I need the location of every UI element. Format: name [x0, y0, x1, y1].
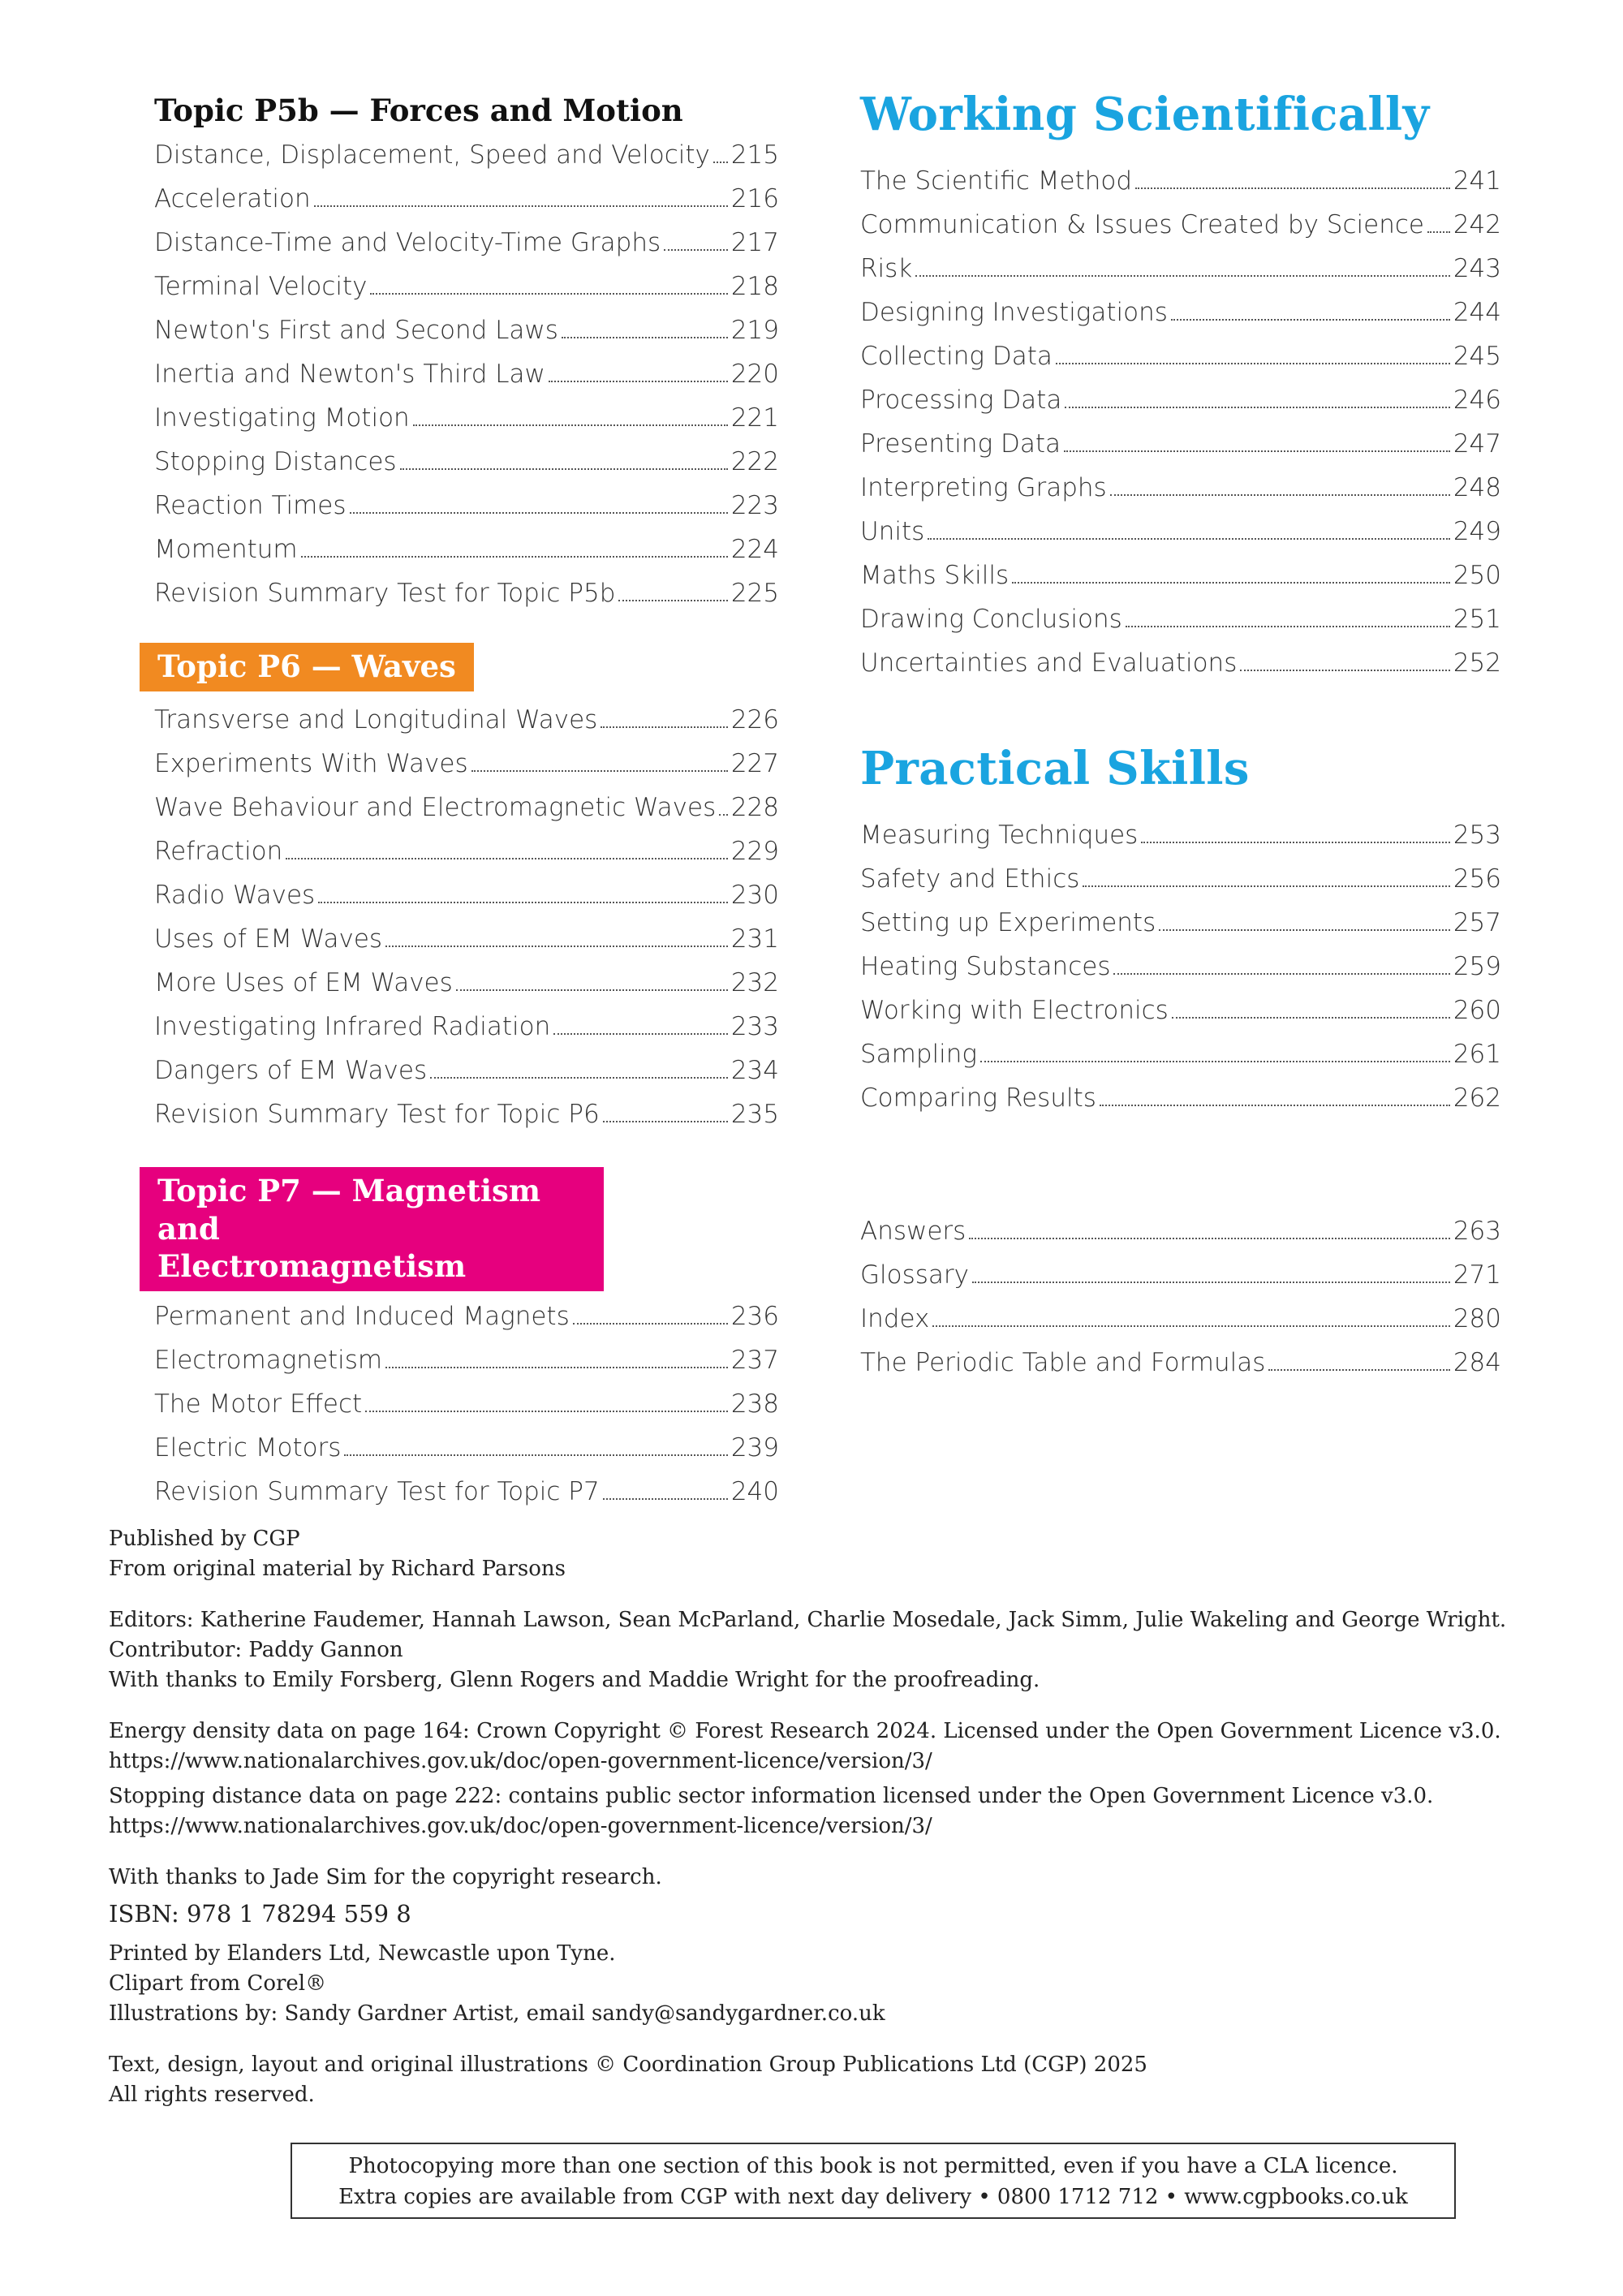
dot-leader [1064, 450, 1450, 452]
toc-entry [860, 1297, 1501, 1341]
dot-leader [430, 1077, 728, 1079]
toc-entry-page-number: 226 [730, 705, 779, 735]
toc-entry [154, 1426, 779, 1470]
dot-leader [1427, 231, 1450, 233]
toc-entry-page-number: 237 [730, 1346, 779, 1375]
toc-entry-page-number: 230 [730, 881, 779, 911]
toc-entry-title: Uses of EM Waves [154, 924, 383, 954]
toc-entry-title: Heating Substances [860, 952, 1111, 981]
toc-entry [154, 1382, 779, 1426]
toc-entry [860, 510, 1501, 554]
toc-entry-title: Presenting Data [860, 429, 1061, 459]
toc-entry-title: Transverse and Longitudinal Waves [154, 705, 598, 735]
toc-entry-title: Revision Summary Test for Topic P6 [154, 1100, 600, 1130]
dot-leader [1159, 929, 1450, 931]
toc-entry [860, 641, 1501, 685]
toc-entry-title: The Motor Effect [154, 1389, 363, 1419]
contributor-line: Contributor: Paddy Gannon [109, 1638, 403, 1662]
toc-entry-page-number: 271 [1453, 1260, 1501, 1290]
left-column [154, 88, 779, 1514]
toc-entry [154, 396, 779, 440]
dot-leader [932, 1325, 1449, 1327]
right-column [860, 88, 1501, 1385]
toc-entry-title: The Periodic Table and Formulas [860, 1348, 1266, 1377]
toc-entry-page-number: 253 [1453, 821, 1501, 850]
toc-entry [860, 159, 1501, 203]
toc-entry-title: Glossary [860, 1260, 969, 1290]
stopping-data-url: https://www.nationalarchives.gov.uk/doc/open-government-licence/version/3/ [109, 1814, 932, 1838]
toc-entry-title: Maths Skills [860, 561, 1010, 590]
photocopying-notice-box [291, 2143, 1456, 2219]
dot-leader [601, 726, 727, 728]
dot-leader [573, 1323, 728, 1325]
toc-entry-title: Collecting Data [860, 342, 1053, 371]
toc-entry-title: Communication & Issues Created by Science [860, 210, 1424, 239]
dot-leader [562, 337, 728, 338]
toc-entry-title: Setting up Experiments [860, 908, 1156, 937]
dot-leader [344, 1454, 727, 1456]
toc-entry-page-number: 250 [1453, 561, 1501, 590]
dot-leader [318, 902, 728, 903]
toc-entry-page-number: 232 [730, 968, 779, 998]
editors-line: Editors: Katherine Faudemer, Hannah Lawson, Sean McParland, Charlie Mosedale, Jack Simm, Julie Wakeling and George Wright. [109, 1608, 1507, 1632]
toc-entry [154, 1092, 779, 1136]
dot-leader [549, 381, 728, 382]
toc-entry [860, 466, 1501, 510]
toc-entry-title: Terminal Velocity [154, 272, 368, 301]
toc-entry-title: Investigating Motion [154, 403, 410, 433]
toc-entry [154, 1005, 779, 1049]
toc-entry [860, 945, 1501, 989]
toc-entry-title: Dangers of EM Waves [154, 1056, 428, 1086]
dot-leader [1083, 885, 1449, 887]
dot-leader [1056, 363, 1450, 364]
toc-entry-title: Wave Behaviour and Electromagnetic Waves [154, 793, 717, 823]
illustrations-line: Illustrations by: Sandy Gardner Artist, email sandy@sandygardner.co.uk [109, 2001, 885, 2026]
toc-entry-title: Momentum [154, 535, 298, 564]
toc-entry-page-number: 225 [730, 579, 779, 608]
dot-leader [1126, 626, 1450, 627]
toc-entry-page-number: 231 [730, 924, 779, 954]
dot-leader [1268, 1369, 1449, 1371]
credits-block [109, 1524, 1537, 2110]
toc-entry-page-number: 252 [1453, 648, 1501, 678]
toc-entry-title: Units [860, 517, 925, 546]
toc-entry-page-number: 245 [1453, 342, 1501, 371]
toc-entry-title: Sampling [860, 1040, 978, 1069]
dot-leader [1100, 1105, 1450, 1106]
printer-line: Printed by Elanders Ltd, Newcastle upon Tyne. [109, 1941, 616, 1966]
dot-leader [286, 858, 728, 859]
dot-leader [1135, 187, 1450, 189]
toc-entry [154, 484, 779, 528]
dot-leader [1110, 494, 1450, 496]
toc-entry [860, 378, 1501, 422]
dot-leader [713, 162, 728, 163]
toc-entry-page-number: 246 [1453, 386, 1501, 415]
toc-entry-title: Refraction [154, 837, 283, 867]
toc-entry-title: Investigating Infrared Radiation [154, 1012, 551, 1042]
toc-entry [860, 1253, 1501, 1297]
toc-entry-page-number: 243 [1453, 254, 1501, 283]
toc-entry [154, 1338, 779, 1382]
practical-skills-heading: Practical Skills [860, 742, 1250, 795]
toc-entry [860, 334, 1501, 378]
toc-entry [154, 698, 779, 742]
dot-leader [1065, 407, 1449, 408]
toc-entry-title: Drawing Conclusions [860, 605, 1122, 634]
toc-entry-page-number: 261 [1453, 1040, 1501, 1069]
isbn: ISBN: 978 1 78294 559 8 [109, 1900, 411, 1928]
toc-entry-page-number: 256 [1453, 864, 1501, 894]
toc-entry [154, 177, 779, 221]
toc-entry-title: Permanent and Induced Magnets [154, 1302, 570, 1331]
toc-entry-page-number: 220 [730, 360, 779, 389]
toc-list-p6 [154, 698, 779, 1136]
toc-entry-page-number: 233 [730, 1012, 779, 1042]
toc-entry [860, 901, 1501, 945]
dot-leader [365, 1411, 728, 1412]
toc-entry [860, 989, 1501, 1032]
topic-p7-heading-line2: Electromagnetism [157, 1247, 467, 1284]
toc-entry [860, 422, 1501, 466]
toc-entry-page-number: 244 [1453, 298, 1501, 327]
dot-leader [1141, 842, 1450, 843]
dot-leader [1113, 973, 1449, 975]
toc-entry [154, 917, 779, 961]
dot-leader [618, 600, 727, 601]
toc-entry [154, 265, 779, 308]
toc-entry [860, 1341, 1501, 1385]
toc-entry-title: Designing Investigations [860, 298, 1168, 327]
dot-leader [553, 1033, 728, 1035]
toc-entry [860, 1032, 1501, 1076]
dot-leader [400, 468, 728, 470]
toc-entry-page-number: 234 [730, 1056, 779, 1086]
toc-entry [154, 742, 779, 786]
copyright-research-thanks: With thanks to Jade Sim for the copyright research. [109, 1865, 662, 1889]
toc-entry-title: Acceleration [154, 184, 311, 213]
toc-entry [154, 873, 779, 917]
toc-entry-title: Stopping Distances [154, 447, 397, 476]
dot-leader [385, 946, 728, 947]
toc-entry [860, 247, 1501, 291]
dot-leader [370, 293, 727, 295]
toc-entry-title: Radio Waves [154, 881, 316, 911]
toc-entry-title: Safety and Ethics [860, 864, 1080, 894]
copyright-line: Text, design, layout and original illustrations © Coordination Group Publications Ltd (CGP) 2025 [109, 2053, 1147, 2077]
toc-entry [860, 291, 1501, 334]
toc-entry-page-number: 249 [1453, 517, 1501, 546]
toc-entry-page-number: 262 [1453, 1083, 1501, 1113]
toc-entry-page-number: 222 [730, 447, 779, 476]
dot-leader [980, 1061, 1450, 1062]
rights-line: All rights reserved. [109, 2083, 315, 2107]
toc-list-practical-skills [860, 813, 1501, 1120]
toc-entry-title: Electromagnetism [154, 1346, 383, 1375]
toc-entry-title: Answers [860, 1217, 966, 1246]
toc-entry-title: Comparing Results [860, 1083, 1096, 1113]
toc-entry [860, 203, 1501, 247]
toc-entry-page-number: 221 [730, 403, 779, 433]
toc-entry-title: Uncertainties and Evaluations [860, 648, 1238, 678]
notice-line-2: Extra copies are available from CGP with next day delivery • 0800 1712 712 • www.cgpbooks.co.uk [338, 2185, 1408, 2209]
stopping-data-line: Stopping distance data on page 222: contains public sector information licensed under the Open Government Licence v3.0. [109, 1784, 1434, 1808]
toc-entry-page-number: 227 [730, 749, 779, 779]
toc-list-back-matter [860, 1209, 1501, 1385]
dot-leader [603, 1498, 728, 1500]
toc-entry-page-number: 242 [1453, 210, 1501, 239]
toc-entry-page-number: 236 [730, 1302, 779, 1331]
toc-list-working-scientifically [860, 159, 1501, 685]
toc-entry [154, 961, 779, 1005]
toc-entry-page-number: 235 [730, 1100, 779, 1130]
energy-data-url: https://www.nationalarchives.gov.uk/doc/open-government-licence/version/3/ [109, 1749, 932, 1773]
toc-entry-title: Revision Summary Test for Topic P5b [154, 579, 616, 608]
dot-leader [314, 205, 728, 207]
toc-entry-title: Revision Summary Test for Topic P7 [154, 1477, 600, 1506]
toc-entry-page-number: 219 [730, 316, 779, 345]
toc-entry [860, 554, 1501, 597]
toc-entry-page-number: 251 [1453, 605, 1501, 634]
toc-entry-page-number: 217 [730, 228, 779, 257]
dot-leader [664, 249, 728, 251]
toc-entry-title: Experiments With Waves [154, 749, 468, 779]
dot-leader [1171, 319, 1450, 321]
dot-leader [969, 1238, 1450, 1239]
toc-entry [154, 440, 779, 484]
original-material-line: From original material by Richard Parsons [109, 1557, 566, 1581]
toc-entry [154, 528, 779, 571]
dot-leader [719, 814, 728, 816]
toc-entry [154, 1470, 779, 1514]
toc-entry-page-number: 228 [730, 793, 779, 823]
toc-entry [860, 597, 1501, 641]
toc-entry-page-number: 260 [1453, 996, 1501, 1025]
toc-entry-page-number: 224 [730, 535, 779, 564]
toc-entry-page-number: 280 [1453, 1304, 1501, 1333]
toc-entry-page-number: 284 [1453, 1348, 1501, 1377]
dot-leader [915, 275, 1450, 277]
toc-entry-page-number: 238 [730, 1389, 779, 1419]
topic-p7-heading-line1: Topic P7 — Magnetism and [157, 1173, 541, 1247]
proofreading-thanks-line: With thanks to Emily Forsberg, Glenn Rogers and Maddie Wright for the proofreading. [109, 1668, 1040, 1692]
notice-line-1: Photocopying more than one section of this book is not permitted, even if you have a CLA licence. [348, 2154, 1398, 2178]
toc-entry-title: Interpreting Graphs [860, 473, 1107, 502]
toc-entry-title: Distance, Displacement, Speed and Velocity [154, 140, 710, 170]
dot-leader [603, 1121, 728, 1122]
toc-entry-title: The Scientific Method [860, 166, 1133, 196]
toc-entry-title: Newton's First and Second Laws [154, 316, 558, 345]
toc-entry [860, 857, 1501, 901]
dot-leader [1240, 670, 1449, 671]
toc-entry-page-number: 216 [730, 184, 779, 213]
toc-entry-page-number: 229 [730, 837, 779, 867]
toc-entry-page-number: 248 [1453, 473, 1501, 502]
toc-entry [154, 308, 779, 352]
toc-entry [154, 133, 779, 177]
toc-entry-page-number: 218 [730, 272, 779, 301]
working-scientifically-heading: Working Scientifically [860, 88, 1430, 141]
dot-leader [928, 538, 1450, 540]
dot-leader [301, 556, 728, 558]
dot-leader [972, 1282, 1450, 1283]
toc-entry-page-number: 247 [1453, 429, 1501, 459]
toc-entry-page-number: 259 [1453, 952, 1501, 981]
toc-entry-title: Inertia and Newton's Third Law [154, 360, 545, 389]
energy-data-line: Energy density data on page 164: Crown Copyright © Forest Research 2024. Licensed under the Open Government Licence v3.0. [109, 1719, 1501, 1743]
toc-entry-page-number: 257 [1453, 908, 1501, 937]
toc-entry-page-number: 240 [730, 1477, 779, 1506]
toc-entry-title: Risk [860, 254, 913, 283]
dot-leader [413, 424, 728, 426]
toc-entry [154, 352, 779, 396]
dot-leader [456, 989, 728, 991]
dot-leader [385, 1367, 728, 1368]
toc-entry [860, 1076, 1501, 1120]
dot-leader [1012, 582, 1450, 584]
toc-entry-title: More Uses of EM Waves [154, 968, 453, 998]
toc-entry-page-number: 223 [730, 491, 779, 520]
toc-entry [154, 829, 779, 873]
toc-entry-page-number: 241 [1453, 166, 1501, 196]
toc-entry-page-number: 215 [730, 140, 779, 170]
toc-entry [154, 571, 779, 615]
toc-list-p7 [154, 1294, 779, 1514]
dot-leader [471, 770, 728, 772]
toc-entry-title: Electric Motors [154, 1433, 342, 1462]
topic-p6-heading: Topic P6 — Waves [140, 643, 474, 691]
toc-entry-title: Processing Data [860, 386, 1062, 415]
dot-leader [1172, 1017, 1450, 1019]
toc-entry [860, 813, 1501, 857]
publisher-line: Published by CGP [109, 1527, 300, 1551]
toc-entry-title: Measuring Techniques [860, 821, 1139, 850]
toc-entry-title: Index [860, 1304, 930, 1333]
toc-entry [154, 1294, 779, 1338]
topic-p7-heading [140, 1167, 604, 1291]
toc-entry [154, 221, 779, 265]
toc-entry [154, 786, 779, 829]
topic-p5b-heading: Topic P5b — Forces and Motion [154, 93, 683, 128]
toc-entry-title: Distance-Time and Velocity-Time Graphs [154, 228, 661, 257]
toc-entry [860, 1209, 1501, 1253]
toc-entry [154, 1049, 779, 1092]
toc-list-p5b [154, 133, 779, 615]
clipart-line: Clipart from Corel® [109, 1971, 327, 1996]
toc-entry-page-number: 263 [1453, 1217, 1501, 1246]
toc-entry-page-number: 239 [730, 1433, 779, 1462]
dot-leader [350, 512, 728, 514]
toc-entry-title: Reaction Times [154, 491, 347, 520]
toc-entry-title: Working with Electronics [860, 996, 1169, 1025]
